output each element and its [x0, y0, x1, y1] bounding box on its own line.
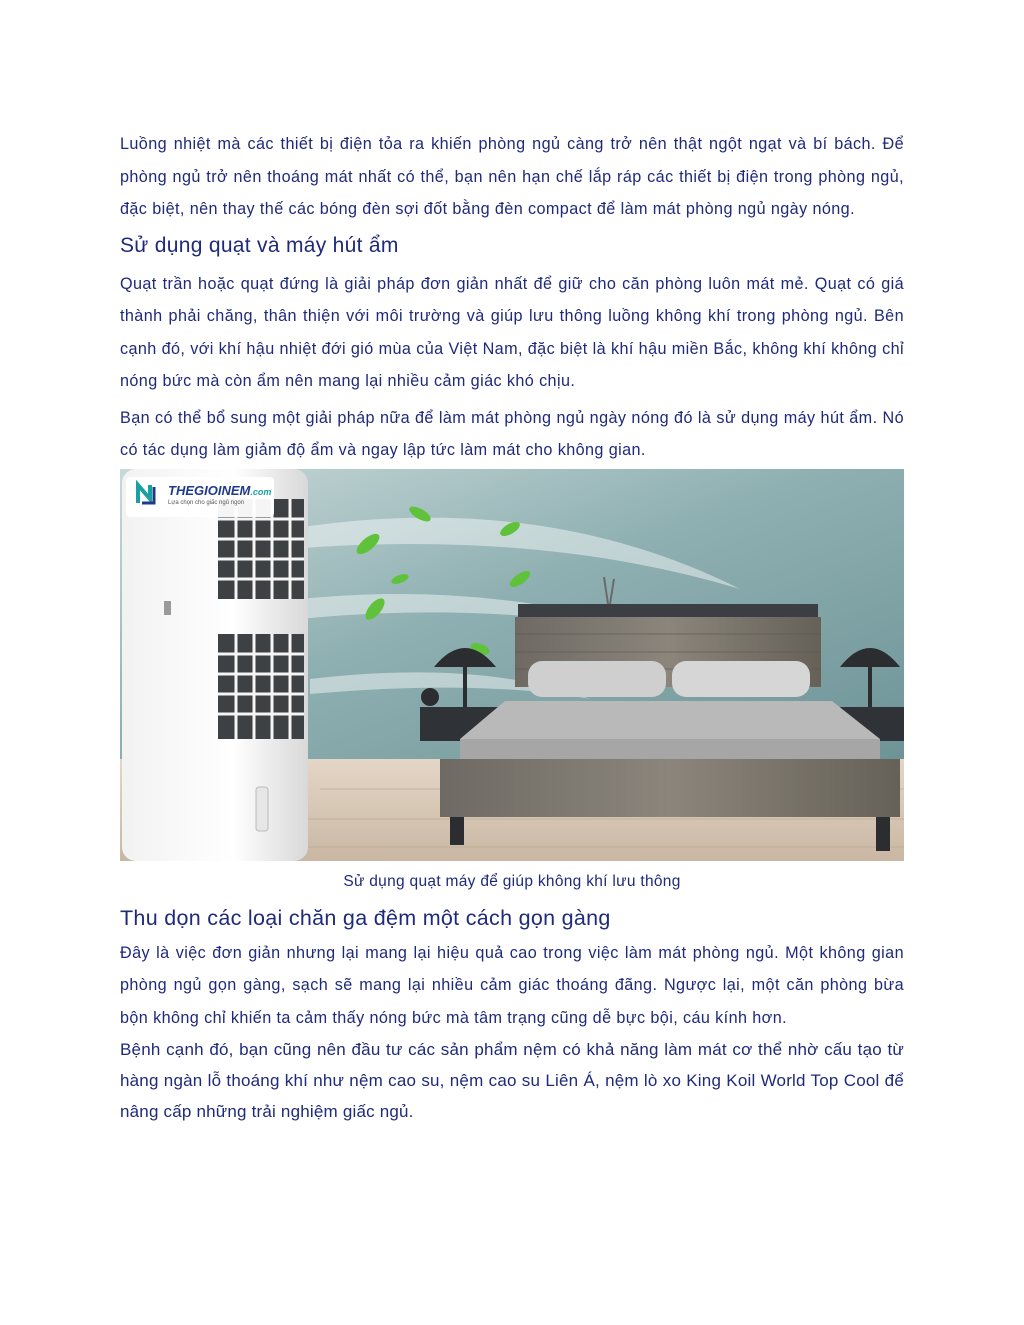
logo-tagline: Lựa chọn cho giấc ngủ ngon: [168, 499, 245, 506]
section-heading-bedding: Thu dọn các loại chăn ga đệm một cách gọn gàng: [120, 905, 611, 930]
paragraph-heat-sources: Luồng nhiệt mà các thiết bị điện tỏa ra khiến phòng ngủ càng trở nên thật ngột ngạt và bí bách. Để phòng ngủ trở nên thoáng mát nhất có thể, bạn nên hạn chế lắp ráp các thiết bị điện trong phòng ngủ, đặc biệt, nên thay thế các bóng đèn sợi đốt bằng đèn compact để làm mát phòng ngủ ngày nóng.: [120, 135, 904, 218]
paragraph-fans: Quạt trần hoặc quạt đứng là giải pháp đơn giản nhất để giữ cho căn phòng luôn mát mẻ. Quạt có giá thành phải chăng, thân thiện với môi trường và giúp lưu thông luồng không khí trong phòng ngủ. Bên cạnh đó, với khí hậu nhiệt đới gió mùa của Việt Nam, đặc biệt là khí hậu miền Bắc, không khí không chỉ nóng bức mà còn ẩm nên mang lại nhiều cảm giác khó chịu.: [120, 274, 904, 390]
logo-suffix: .com: [250, 486, 272, 497]
paragraph-dehumidifier: Bạn có thể bổ sung một giải pháp nữa để làm mát phòng ngủ ngày nóng đó là sử dụng máy hút ẩm. Nó có tác dụng làm giảm độ ẩm và ngay lập tức làm mát cho không gian.: [120, 408, 904, 459]
paragraph-cooling-mattress: Bệnh cạnh đó, bạn cũng nên đầu tư các sản phẩm nệm có khả năng làm mát cơ thể nhờ cấu tạo từ hàng ngàn lỗ thoáng khí như nệm cao su, nệm cao su Liên Á, nệm lò xo King Koil World Top Cool để nâng cấp những trải nghiệm giấc ngủ.: [120, 1040, 904, 1121]
thegioinem-logo: [168, 483, 271, 506]
image-caption: Sử dụng quạt máy để giúp không khí lưu thông: [343, 872, 681, 890]
logo-text: THEGIOINEM: [168, 482, 251, 498]
paragraph-tidy-room: Đây là việc đơn giản nhưng lại mang lại hiệu quả cao trong việc làm mát phòng ngủ. Một không gian phòng ngủ gọn gàng, sạch sẽ mang lại nhiều cảm giác thoáng đãng. Ngược lại, một căn phòng bừa bộn không chỉ khiến ta cảm thấy nóng bức mà tâm trạng cũng dễ bực bội, cáu kính hơn.: [120, 943, 904, 1027]
bedroom-fan-photo: [120, 469, 904, 861]
section-heading-fans: Sử dụng quạt và máy hút ẩm: [120, 233, 399, 257]
document-page: [120, 128, 904, 1127]
